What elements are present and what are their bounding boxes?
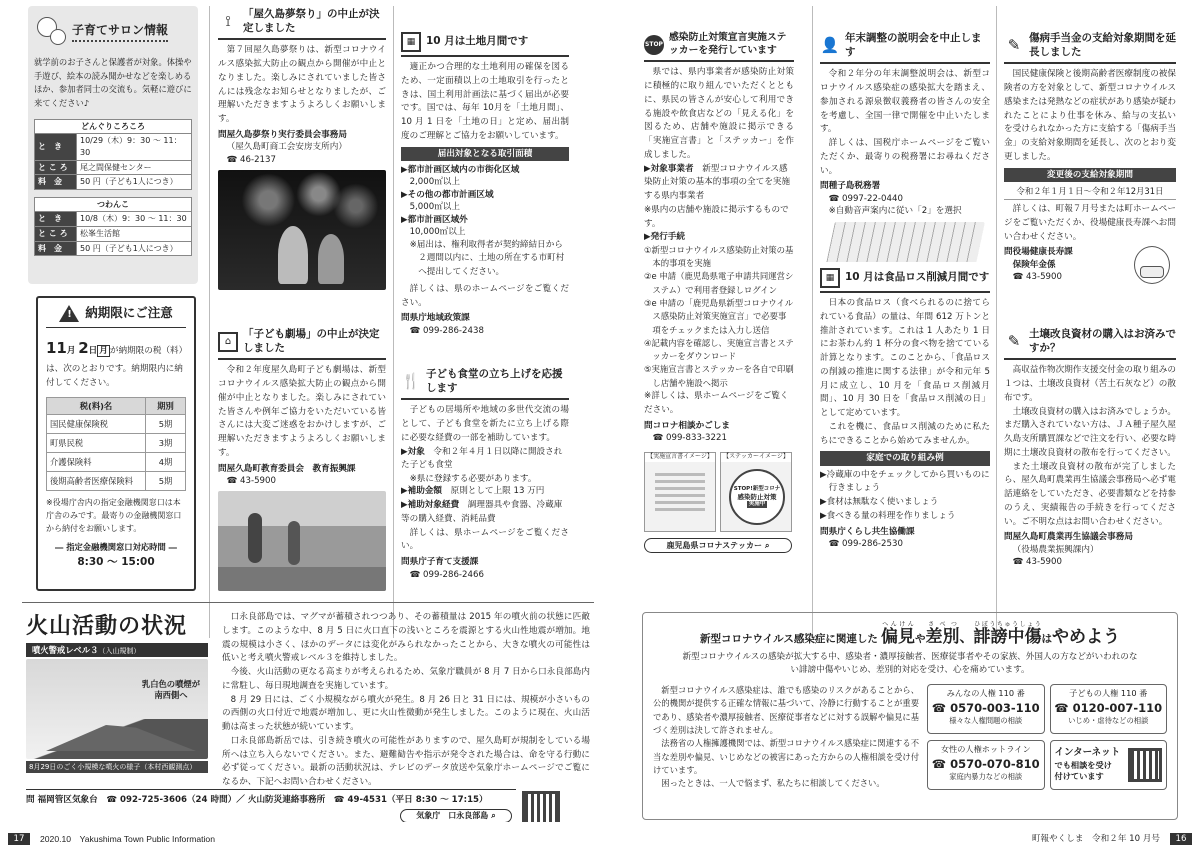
prejudice-title-a: 新型コロナウイルス感染症に関連した bbox=[699, 633, 878, 645]
sticker-search-label: 鹿児島県コロナステッカー bbox=[666, 541, 763, 551]
taxbriefing-more: 詳しくは、国税庁ホームページをご覧いただくか、最寄りの税務署にお尋ねください。 bbox=[820, 138, 990, 176]
sickness-body: 国民健康保険と後期高齢者医療制度の被保険者の方を対象として、新型コロナウイルス感染または発熱などの症状があり感染が疑われたことにより仕事を休み、給与の支払いを受けられなかった方に支給する「傷病手当金」の支給対象期間を延長し、次のとおり変更しました。 bbox=[1004, 69, 1176, 162]
volcano-text bbox=[222, 611, 590, 790]
foodloss-item: ▶冷蔵庫の中をチェックしてから買いものに行きましょう bbox=[820, 469, 990, 494]
festival-article bbox=[218, 6, 386, 318]
cafeteria-title: 子ども食堂の立ち上げを応援します bbox=[426, 368, 563, 394]
prejudice-title-c: や bbox=[915, 633, 926, 645]
festival-body: 第７回屋久島夢祭りは、新型コロナウイルス感染拡大防止の観点から開催が中止となりました。楽しみにされていました皆さんには残念なお知らせとなりましたが、ご理解いただきますようよろしくお願いします。 bbox=[218, 45, 386, 125]
taxbriefing-body: 令和２年分の年末調整説明会は、新型コロナウイルス感染症の感染拡大を踏まえ、参加される源泉徴収義務者の皆さんの安全を考慮し、全国一律で開催を中止いたします。 bbox=[820, 69, 990, 135]
fireworks-photo bbox=[218, 170, 386, 290]
soil-body-2: 土壌改良資材の購入はお済みでしょうか。まだ購入されていない方は、ＪＡ種子屋久屋久島支所購買課などで注文を行い、必要な時期に土壌改良資材の散布を行ってください。 bbox=[1004, 406, 1176, 458]
deadline-day: 2 bbox=[78, 339, 89, 358]
sickness-title: 傷病手当金の支給対象期間を延長しました bbox=[1029, 32, 1176, 58]
tax-name-cell: 後期高齢者医療保険料 bbox=[47, 471, 146, 490]
theater-article bbox=[218, 326, 386, 591]
prejudice-section bbox=[642, 612, 1178, 820]
prejudice-title-g: は bbox=[1041, 633, 1052, 645]
salon-session-name: どんぐりころころ bbox=[35, 119, 192, 134]
volcano-body: 口永良部島では、マグマが蓄積されつつあり、その蓄積量は 2015 年の噴火前の状態に匹敵します。このような中、8 月 5 日に火口直下の浅いところを震源とする火山性地震が増加。地震の規模は小さく、ほかのデータには変化がみられなかったことから、大きな噴火の可能性は低いと考え噴火警戒レベル３を維持しました。 bbox=[222, 612, 590, 664]
cafeteria-cost: 調理器具や食器、冷蔵庫等の購入経費、消耗品費 bbox=[401, 500, 563, 524]
foodloss-box: 家庭での取り組み例 bbox=[820, 451, 990, 465]
soil-body: 高収益作物次期作支援交付金の取り組みの１つは、土壌改良資材（苦土石灰など）の散布です。 bbox=[1004, 365, 1176, 403]
soil-tel: ☎ 43-5900 bbox=[1012, 557, 1062, 568]
volcano-body-4: 口永良部島新岳では、引き続き噴火の可能性がありますので、屋久島町が規制をしている場所へは立ち入らないでください。また、避難勧告や指示が発令された場合は、命を守る行動に必ず従ってください。最新の活動状況は、テレビのデータ放送や気象庁ホームページでご覧になるか、下記へお問い合わせください。 bbox=[222, 735, 590, 787]
mother-child-illustration bbox=[34, 15, 68, 49]
deadline-text: が納期限の税（料）は、次のとおりです。納期限内に納付してください。 bbox=[46, 346, 183, 389]
salon-row-value: 松峯生活館 bbox=[77, 226, 192, 241]
tax-name-cell: 国民健康保険税 bbox=[47, 414, 146, 433]
salon-session-row bbox=[35, 160, 192, 175]
land-item-value: 2,000㎡以上 bbox=[409, 177, 460, 188]
soil-body-3: また土壌改良資材の散布が完了しましたら、屋久島町農業再生協議会事務局へ必ず電話連絡をしていただき、必要書類などを持参のうえ、実績報告の手続きを行ってください。ご不明な点はお問い合わせください。 bbox=[1004, 461, 1176, 527]
volcano-section bbox=[22, 602, 594, 822]
prejudice-word-slander bbox=[973, 621, 1042, 647]
cafeteria-org: 問県庁子育て支援課 bbox=[401, 557, 479, 568]
deadline-title: 納期限にご注意 bbox=[85, 305, 173, 320]
prejudice-title bbox=[653, 621, 1167, 647]
foodloss-body: 日本の食品ロス（食べられるのに捨てられている食品）の量は、年間 612 万トンと推計されています。これは 1 人あたり 1 日にお茶わん約 1 杯分の食べ物を捨てている計算となります。このことから、「食品ロスの削減の推進に関する法律」が令和元年 5 月に成立し、10 月を「食品ロス削減月間」、10 月 30 日を「食品ロス削減の日」として定めています。 bbox=[820, 298, 990, 418]
volcano-photo-label-b: 南西側へ bbox=[154, 689, 188, 700]
tax-name-cell: 町県民税 bbox=[47, 433, 146, 452]
volcano-body-3: 8 月 29 日には、ごく小規模ながら噴火が発生。8 月 26 日と 31 日には、規模が小さいものの西側の火口付近で地震が増加し、更に火山性微動が発生しました。このように現在、火山活動は高まった状態が続いています。 bbox=[222, 694, 590, 732]
prejudice-title-e: 、 bbox=[959, 630, 974, 646]
salon-row-label: と こ ろ bbox=[35, 226, 77, 241]
soil-org: 問屋久島町農業再生協議会事務局 bbox=[1004, 532, 1133, 543]
salon-row-value: 10/29（木）9：30 ～ 11：30 bbox=[77, 134, 192, 160]
hotline-tel[interactable]: ☎ 0120-007-110 bbox=[1054, 701, 1163, 716]
foodloss-item: ▶食べきる量の料理を作りましょう bbox=[820, 510, 956, 521]
cafeteria-body: 子どもの居場所や地域の多世代交流の場として、子ども食堂を新たに立ち上げる際に必要な経費の一部を補助しています。 bbox=[401, 405, 569, 443]
prejudice-body-3: 困ったときは、一人で悩まず、私たちに相談してください。 bbox=[661, 778, 885, 789]
prejudice-title-d: 差別 bbox=[925, 627, 960, 647]
sticker-step: ③e 申請の「鹿児島県新型コロナウイルス感染防止対策実施宣言」で必要事項をチェックまたは入力し送信 bbox=[644, 298, 794, 335]
taxbriefing-title: 年末調整の説明会を中止します bbox=[845, 32, 982, 58]
salon-session-row bbox=[35, 226, 192, 241]
land-item-label: ▶都市計画区域内の市街化区域 bbox=[401, 164, 520, 175]
landmonth-tel: ☎ 099-286-2438 bbox=[409, 325, 484, 336]
right-footer bbox=[600, 830, 1200, 848]
theater-body: 令和２年度屋久島町子ども劇場は、新型コロナウイルス感染拡大防止の観点から開催が中止となりました。楽しみにされていた皆さんや例年ご協力をいただいている皆さんには大変ご迷惑をおかけしますが、ご理解いただきますようよろしくお願いします。 bbox=[218, 365, 386, 458]
salon-description: 就学前のお子さんと保護者が対象。体操や手遊び、絵本の読み聞かせなどを楽しめるほか、参加者同士の交流も。気軽に遊びに来てください♪ bbox=[34, 57, 192, 109]
prejudice-ruby-b: へんけん bbox=[881, 621, 915, 628]
sticker-steps-label: ▶発行手続 bbox=[644, 232, 685, 243]
cafeteria-article bbox=[401, 366, 569, 591]
taxbriefing-tel-note: ※自動音声案内に従い「2」を選択 bbox=[828, 206, 962, 217]
festival-org-sub: （屋久島町商工会安房支所内） bbox=[226, 142, 347, 153]
hotline-note: いじめ・虐待などの相談 bbox=[1068, 716, 1149, 726]
deadline-month-unit: 月 bbox=[66, 346, 76, 357]
deadline-hours: 8:30 ～ 15:00 bbox=[77, 556, 155, 569]
table-row bbox=[47, 433, 186, 452]
salon-row-label: と き bbox=[35, 134, 77, 160]
theater-org: 問屋久島町教育委員会 教育振興課 bbox=[218, 463, 356, 474]
prejudice-word-discrimination bbox=[925, 621, 960, 647]
table-row bbox=[47, 414, 186, 433]
left-footer-text: 2020.10 Yakushima Town Public Information bbox=[40, 833, 215, 844]
hotline-name: 女性の人権ホットライン bbox=[940, 743, 1031, 754]
soil-article bbox=[1004, 326, 1176, 591]
right-page-number: 16 bbox=[1170, 833, 1192, 845]
calendar-icon: ▦ bbox=[401, 32, 421, 52]
cafeteria-tel: ☎ 099-286-2466 bbox=[409, 569, 484, 580]
internet-consult-text bbox=[1055, 747, 1121, 782]
deadline-date bbox=[46, 336, 186, 391]
salon-row-label: と こ ろ bbox=[35, 160, 77, 175]
presenter-icon: 👤 bbox=[820, 36, 840, 55]
pencil-memo-icon: ✎ bbox=[1007, 36, 1021, 55]
sickness-tel: ☎ 43-5900 bbox=[1012, 272, 1062, 283]
sickness-article bbox=[1004, 30, 1176, 330]
prejudice-lead: 新型コロナウイルスの感染が拡大する中、感染者・濃厚接触者、医療従事者やその家族、外国人の方などがいわれのない誹謗中傷やいじめ、差別的対応を受け、心を痛めています。 bbox=[682, 651, 1138, 676]
foodloss-article bbox=[820, 266, 990, 591]
foodloss-title: 10 月は食品ロス削減月間です bbox=[845, 271, 990, 284]
salon-session-row bbox=[35, 212, 192, 227]
salon-row-label: 料 金 bbox=[35, 175, 77, 190]
volcano-search[interactable] bbox=[400, 809, 512, 822]
sticker-target-label: ▶対象事業者 bbox=[644, 163, 694, 174]
sticker-more: ※詳しくは、県ホームページをご覧ください。 bbox=[644, 391, 789, 415]
tax-document-photo bbox=[825, 222, 985, 262]
hotline-tel[interactable]: ☎ 0570-070-810 bbox=[931, 756, 1040, 771]
sticker-badge-c: 実施中 bbox=[748, 501, 766, 508]
qr-code-icon bbox=[522, 791, 560, 822]
sticker-step: ①新型コロナウイルス感染防止対策の基本的事項を実施 bbox=[644, 244, 794, 269]
volcano-level-label: 噴火警戒レベル３ bbox=[32, 645, 99, 655]
pencil-memo-icon: ✎ bbox=[1007, 332, 1021, 351]
salon-title: 子育てサロン情報 bbox=[72, 22, 168, 42]
taxbriefing-tel: ☎ 0997-22-0440 bbox=[828, 193, 903, 204]
deadline-table bbox=[46, 397, 186, 491]
table-row bbox=[47, 452, 186, 471]
landmonth-more: 詳しくは、県のホームページをご覧ください。 bbox=[401, 283, 569, 308]
foodloss-org: 問県庁くらし共生協働課 bbox=[820, 526, 915, 537]
deadline-th-name: 税(料)名 bbox=[47, 397, 146, 414]
sticker-search[interactable] bbox=[644, 538, 792, 553]
cafeteria-amount-label: ▶補助金額 bbox=[401, 486, 442, 497]
deadline-weekday: 月 bbox=[99, 346, 108, 357]
deadline-section bbox=[36, 296, 196, 591]
deadline-th-period: 期別 bbox=[146, 397, 186, 414]
sticker-image-label: 【ステッカーイメージ】 bbox=[721, 453, 791, 462]
warning-icon: ! bbox=[59, 305, 79, 322]
salon-session-row bbox=[35, 241, 192, 256]
volcano-title: 火山活動の状況 bbox=[26, 614, 188, 639]
festival-tel: ☎ 46-2137 bbox=[226, 154, 276, 165]
right-page bbox=[600, 0, 1200, 848]
internet-consult-b: でも相談を受け bbox=[1054, 760, 1112, 771]
foodloss-item: ▶食材は無駄なく使いましょう bbox=[820, 497, 939, 508]
salon-section bbox=[28, 6, 198, 284]
internet-consult-c: 付けています bbox=[1054, 771, 1104, 782]
tax-period-cell: 5期 bbox=[146, 414, 186, 433]
volcano-photo bbox=[26, 659, 208, 759]
hotline-note: 様々な人権問題の相談 bbox=[949, 716, 1023, 726]
sticker-target: 新型コロナウイルス感染防止対策の基本的事項の全てを実施する県内事業者 bbox=[644, 163, 791, 202]
volcano-photo-label-a: 乳白色の噴煙が bbox=[141, 679, 200, 689]
sticker-image bbox=[720, 452, 792, 532]
calendar-icon: ▦ bbox=[820, 268, 840, 288]
landmonth-body: 適正かつ合理的な土地利用の確保を図るため、一定面積以上の土地取引を行ったときは、国土利用計画法に基づく届出が必要です。国では、毎年 10月を「土地月間」、10 月 1 日を「土地の日」と定め、届出制度のご理解とご協力をお願いしています。 bbox=[401, 62, 569, 141]
salon-row-label: と き bbox=[35, 212, 77, 227]
hotline-name: みんなの人権 110 番 bbox=[946, 688, 1025, 699]
taxbriefing-article bbox=[820, 30, 990, 262]
cafeteria-cost-label: ▶補助対象経費 bbox=[401, 500, 460, 511]
prejudice-word-bias bbox=[881, 621, 915, 647]
volcano-contact: 問 福岡管区気象台 ☎ 092-725-3606（24 時間）／ 火山防災連絡事務所 ☎ 49-4531（平日 8:30 ～ 17:15） bbox=[26, 789, 516, 806]
theater-title: 「子ども劇場」の中止が決定しました bbox=[243, 328, 380, 354]
deadline-note: ※役場庁舎内の指定金融機関窓口は本庁舎のみです。最寄りの金融機関窓口から納付をお願いします。 bbox=[46, 497, 182, 533]
landmonth-org: 問県庁地域政策課 bbox=[401, 313, 470, 324]
sticker-org: 問コロナ相談かごしま bbox=[644, 420, 730, 431]
cafeteria-more: 詳しくは、県ホームページをご覧ください。 bbox=[401, 527, 569, 552]
salon-row-value: 尾之間保健センター bbox=[77, 160, 192, 175]
hotline-name: 子どもの人権 110 番 bbox=[1069, 688, 1148, 699]
sickness-org-sub: 保険年金係 bbox=[1012, 259, 1056, 270]
salon-session-table bbox=[34, 119, 192, 190]
deadline-day-unit: 日 bbox=[88, 346, 98, 357]
tax-period-cell: 5期 bbox=[146, 471, 186, 490]
sticker-images bbox=[644, 452, 794, 532]
salon-session-row bbox=[35, 134, 192, 160]
sickness-period: 令和２年１月１日～令和２年12月31日 bbox=[1004, 185, 1176, 200]
sticker-step: ②e 申請（鹿児島県電子申請共同運営システム）で利用者登録しログイン bbox=[644, 271, 794, 295]
foodloss-tel: ☎ 099-286-2530 bbox=[828, 539, 903, 550]
volcano-search-label: 気象庁 口永良部島 bbox=[416, 811, 489, 821]
land-item-label: ▶その他の都市計画区域 bbox=[401, 189, 494, 200]
landmonth-note: ※届出は、権利取得者が契約締結日から２週間以内に、土地の所在する市町村へ提出してください。 bbox=[409, 239, 565, 278]
sticker-target-note: ※県内の店舗や施設に掲示するものです。 bbox=[644, 204, 789, 229]
left-footer bbox=[0, 830, 600, 848]
sticker-tel: ☎ 099-833-3221 bbox=[652, 432, 727, 443]
deadline-hours-title: ― 指定金融機関窓口対応時間 ― bbox=[55, 542, 177, 553]
sticker-step: ⑤実施宣言書とステッカーを各自で印刷し店舗や施設へ掲示 bbox=[644, 364, 794, 388]
internet-consult-a: インターネット bbox=[1054, 747, 1121, 759]
prejudice-title-f: 誹謗中傷 bbox=[973, 627, 1042, 647]
prejudice-body-2: 法務省の人権擁護機関では、新型コロナウイルス感染症に関連する不当な差別や偏見、いじめなどの被害にあった方からの人権相談を受け付けています。 bbox=[653, 738, 919, 775]
festival-title: 「屋久島夢祭り」の中止が決定しました bbox=[243, 8, 380, 34]
soil-title: 土壌改良資材の購入はお済みですか？ bbox=[1029, 328, 1176, 354]
cafeteria-target: 令和２年４月１日以降に開設された子ども食堂 bbox=[401, 446, 563, 471]
qr-code-icon bbox=[1128, 748, 1162, 782]
landmonth-article bbox=[401, 30, 569, 360]
prejudice-title-h: やめよう bbox=[1052, 627, 1120, 647]
land-item-value: 5,000㎡以上 bbox=[409, 202, 460, 213]
sickness-box: 変更後の支給対象期間 bbox=[1004, 168, 1176, 182]
land-item-value: 10,000㎡以上 bbox=[409, 227, 466, 238]
tax-period-cell: 3期 bbox=[146, 433, 186, 452]
foodloss-body-2: これを機に、食品ロス削減のために私たちにできることから始めてみませんか。 bbox=[820, 421, 990, 446]
volcano-caption: 8月29日のごく小規模な噴火の様子（本村西観測点） bbox=[26, 761, 208, 773]
sticker-badge-b: 感染防止対策 bbox=[737, 493, 777, 502]
land-item-label: ▶都市計画区域外 bbox=[401, 214, 468, 225]
prejudice-title-b: 偏見 bbox=[881, 627, 915, 647]
table-row bbox=[47, 471, 186, 490]
salon-row-value: 10/8（木）9：30 ～ 11：30 bbox=[77, 212, 192, 227]
soil-org-sub: （役場農業振興課内） bbox=[1012, 544, 1099, 555]
hotline-box bbox=[927, 740, 1045, 790]
search-icon: ⌕ bbox=[765, 541, 770, 551]
salon-row-value: 50 円（子ども1人につき） bbox=[77, 175, 192, 190]
volcano-level bbox=[26, 643, 208, 657]
deadline-month: 11 bbox=[46, 339, 67, 358]
sticker-title: 感染防止対策宣言実施ステッカーを発行しています bbox=[669, 32, 787, 56]
hotline-tel[interactable]: ☎ 0570-003-110 bbox=[931, 701, 1040, 716]
festival-org: 問屋久島夢祭り実行委員会事務局 bbox=[218, 129, 347, 140]
hotline-note: 家庭内暴力などの相談 bbox=[949, 771, 1023, 781]
volcano-level-note: （入山規制） bbox=[98, 647, 141, 655]
cutlery-icon: 🍴 bbox=[401, 372, 421, 391]
landmonth-title: 10 月は土地月間です bbox=[426, 35, 529, 48]
taxbriefing-org: 問種子島税務署 bbox=[820, 181, 881, 192]
sticker-badge-a: STOP!新型コロナ bbox=[733, 486, 781, 493]
declaration-image-label: 【実施宣言書イメージ】 bbox=[645, 453, 715, 462]
landmonth-box: 届出対象となる取引面積 bbox=[401, 147, 569, 161]
prejudice-ruby-f: ひぼうちゅうしょう bbox=[973, 621, 1042, 628]
volcano-body-2: 今後、火山活動の更なる高まりが考えられるため、気象庁職員が 8 月 7 日から口永良部島内に常駐し、毎日現地調査を実施しています。 bbox=[222, 667, 590, 691]
prejudice-body: 新型コロナウイルス感染症は、誰でも感染のリスクがあることから、公的機関が提供する正確な情報に基づいて、冷静に行動することが重要であり、感染者や濃厚接触者、医療従事者などに対する誤解や偏見に基づく差別は決して許されません。 bbox=[653, 685, 919, 735]
right-footer-text: 町報やくしま 令和２年 10 月号 bbox=[1031, 833, 1160, 844]
bamboo-icon: ⟟ bbox=[225, 12, 231, 31]
left-page-number: 17 bbox=[8, 833, 30, 845]
cafeteria-amount: 原則として上限 13 万円 bbox=[450, 486, 545, 497]
hotline-box bbox=[927, 684, 1045, 734]
sticker-step: ④記載内容を確認し、実施宣言書とステッカーをダウンロード bbox=[644, 337, 794, 362]
masked-woman-illustration bbox=[1128, 244, 1176, 292]
theater-photo bbox=[218, 491, 386, 591]
salon-row-value: 50 円（子ども1人につき） bbox=[77, 241, 192, 256]
cafeteria-target-note: ※県に登録する必要があります。 bbox=[409, 474, 537, 485]
prejudice-ruby-d: さべつ bbox=[925, 621, 960, 628]
declaration-image bbox=[644, 452, 716, 532]
cafeteria-target-label: ▶対象 bbox=[401, 446, 425, 457]
salon-session-table bbox=[34, 197, 192, 256]
salon-row-label: 料 金 bbox=[35, 241, 77, 256]
theater-icon: ⌂ bbox=[218, 332, 238, 352]
sickness-org: 問役場健康長寿課 bbox=[1004, 247, 1073, 258]
sticker-body: 県では、県内事業者が感染防止対策に積極的に取り組んでいただくとともに、県民の皆さんが安心して利用できる施設や飲食店などの「見える化」を図るため、店舗や施設に掲示できる「実施宣言書」と「ステッカー」を作成しました。 bbox=[644, 67, 794, 160]
salon-session-row bbox=[35, 175, 192, 190]
tax-name-cell: 介護保険料 bbox=[47, 452, 146, 471]
tax-period-cell: 4期 bbox=[146, 452, 186, 471]
stop-icon: STOP bbox=[644, 35, 664, 55]
sticker-article bbox=[644, 30, 794, 590]
sickness-more: 詳しくは、町報７月号または町ホームページをご覧いただくか、役場健康長寿課へお問い合わせください。 bbox=[1004, 204, 1176, 242]
hotline-box bbox=[1050, 684, 1168, 734]
theater-tel: ☎ 43-5900 bbox=[226, 475, 276, 486]
internet-consult-box[interactable] bbox=[1050, 740, 1168, 790]
salon-session-name: つわんこ bbox=[35, 197, 192, 212]
volcano-photo-label bbox=[142, 679, 200, 701]
search-icon: ⌕ bbox=[491, 811, 496, 821]
